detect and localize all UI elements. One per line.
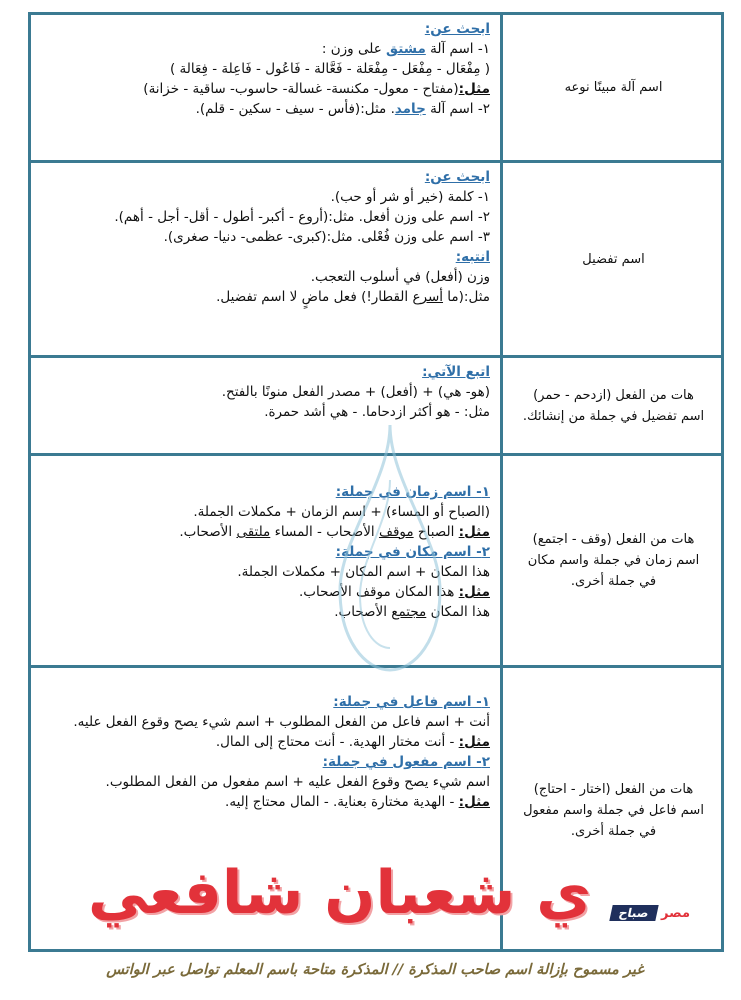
question-line: هات من الفعل (ازدحم - حمر) (533, 387, 694, 403)
emphasis-word: مشتق (386, 41, 426, 57)
section-heading: ٢- اسم مفعول في جملة: (322, 754, 490, 770)
example-label: مثل: (458, 794, 490, 810)
text-segment: وزن (أفعل) في أسلوب التعجب. (310, 269, 490, 285)
table-row (31, 15, 721, 163)
text-line (39, 287, 490, 307)
text-line (39, 792, 490, 812)
text-segment: هذا المكان موقف الأصحاب. (299, 584, 459, 600)
text-segment: الأصحاب. (334, 604, 392, 620)
text-line (39, 602, 490, 622)
text-line (39, 207, 490, 227)
logo-box-text: صباح (610, 905, 659, 921)
text-segment: على وزن : (321, 41, 387, 57)
text-line (39, 187, 490, 207)
text-line (39, 502, 490, 522)
question-line: اسم زمان في جملة واسم مكان (527, 553, 700, 568)
text-segment: ٣- اسم على وزن فُعْلى. مثل:(كبرى- عظمى- دنيا- صغرى). (163, 229, 490, 245)
text-segment: ١- اسم آلة (425, 41, 490, 57)
author-name-stamp: ي شعبان شافعي (88, 858, 592, 928)
question-text (565, 77, 663, 98)
text-segment: . مثل:(فأس - سيف - سكين - قلم). (195, 101, 395, 117)
underlined-word: موقف (378, 524, 414, 540)
answer-cell (31, 163, 503, 355)
text-segment: القطار!) فعل ماضٍ لا اسم تفضيل. (216, 289, 413, 305)
example-label: مثل: (458, 734, 490, 750)
example-label: مثل: (458, 81, 490, 97)
text-line (39, 99, 490, 119)
section-heading: ابحث عن: (424, 169, 490, 185)
text-line (39, 79, 490, 99)
worksheet-table (28, 12, 724, 952)
text-line (39, 712, 490, 732)
underlined-word: مجتمع (391, 604, 427, 620)
section-heading: ٢- اسم مكان في جملة: (335, 544, 490, 560)
section-heading: ١- اسم زمان في جملة: (335, 484, 490, 500)
question-text (528, 529, 700, 592)
text-line (39, 39, 490, 59)
question-line: اسم فاعل في جملة واسم مفعول (523, 802, 704, 818)
text-line (39, 227, 490, 247)
table-row (31, 163, 721, 358)
text-segment: ٢- اسم آلة (425, 101, 490, 117)
question-text (523, 779, 704, 842)
question-cell (506, 15, 721, 160)
question-line: هات من الفعل (وقف - اجتمع) (532, 532, 695, 547)
text-segment: أنت + اسم فاعل من الفعل المطلوب + اسم شيء يصح وقوع الفعل عليه. (73, 714, 490, 730)
example-label: مثل: (458, 584, 490, 600)
text-segment: (هو- هي) + (أفعل) + مصدر الفعل منونًا بالفتح. (221, 384, 490, 400)
text-line (39, 582, 490, 602)
example-label: مثل: (458, 524, 490, 540)
section-heading: انتبه: (455, 249, 490, 265)
table-row (31, 456, 721, 668)
section-heading: ١- اسم فاعل في جملة: (333, 694, 490, 710)
footer-notice: غير مسموح بإزالة اسم صاحب المذكرة // المذكرة متاحة باسم المعلم تواصل عبر الواتس (106, 962, 644, 978)
question-cell (506, 163, 721, 355)
table-row (31, 358, 721, 456)
text-line (39, 732, 490, 752)
text-segment: - الهدية مختارة بعناية. - المال محتاج إليه. (225, 794, 459, 810)
question-cell (506, 358, 721, 453)
text-segment: (الصباح أو المساء) + اسم الزمان + مكملات الجملة. (193, 504, 490, 520)
section-heading: ابحث عن: (424, 21, 490, 37)
text-segment: الصباح (413, 524, 459, 540)
text-segment: (مفتاح - معول- مكنسة- غسالة- حاسوب- ساقية - خزانة) (143, 81, 459, 97)
text-segment: مثل:(ما (443, 289, 490, 305)
text-segment: ٢- اسم على وزن أفعل. مثل:(أروع - أكبر- أطول - أقل- أجل - أهم). (114, 209, 490, 225)
section-heading: اتبع الآتي: (422, 364, 490, 380)
text-line (39, 772, 490, 792)
text-line (39, 382, 490, 402)
text-segment: الأصحاب. (179, 524, 237, 540)
question-line: في جملة أخرى. (570, 574, 657, 589)
question-line: اسم تفضيل (582, 251, 645, 267)
question-cell (506, 456, 721, 665)
question-line: اسم تفضيل في جملة من إنشائك. (522, 408, 705, 424)
answer-cell (31, 358, 503, 453)
text-segment: ١- كلمة (خير أو شر أو حب). (330, 189, 490, 205)
text-line (39, 267, 490, 287)
text-segment: اسم شيء يصح وقوع الفعل عليه + اسم مفعول من الفعل المطلوب. (105, 774, 490, 790)
text-line (39, 402, 490, 422)
text-segment: الأصحاب - المساء (270, 524, 379, 540)
question-line: هات من الفعل (اختار - احتاج) (533, 781, 694, 797)
underlined-word: ملتقى (236, 524, 271, 540)
logo-red-text: مصر (661, 905, 690, 921)
text-segment: هذا المكان + اسم المكان + مكملات الجملة. (237, 564, 490, 580)
text-segment: مثل: - هو أكثر ازدحاما. - هي أشد حمرة. (264, 404, 490, 420)
answer-cell (31, 15, 503, 160)
text-line (39, 59, 490, 79)
question-text (523, 385, 704, 427)
question-line: في جملة أخرى. (570, 823, 657, 839)
emphasis-word: جامد (394, 101, 426, 117)
text-segment: ( مِفْعَال - مِفْعَل - مِفْعَلة - فَعَّالة - فَاعُول - فَاعِلة - فِعَالة ) (169, 61, 490, 77)
question-text (582, 249, 645, 270)
answer-cell (31, 456, 503, 665)
text-segment: هذا المكان (426, 604, 490, 620)
question-line: اسم آلة مبينًا نوعه (564, 80, 663, 95)
text-line (39, 562, 490, 582)
sabah-masr-logo (572, 902, 690, 924)
text-line (39, 522, 490, 542)
text-segment: - أنت مختار الهدية. - أنت محتاج إلى المال. (215, 734, 459, 750)
underlined-word: أسرع (412, 289, 444, 305)
